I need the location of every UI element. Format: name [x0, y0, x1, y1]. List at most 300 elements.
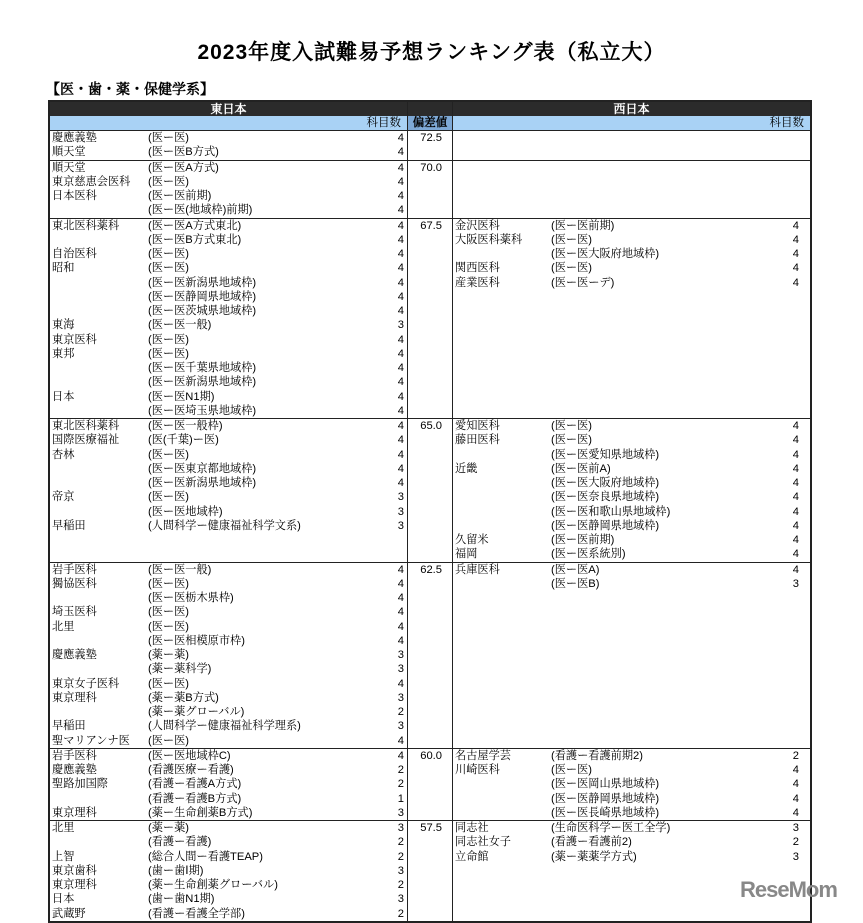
subject-count: 3 [397, 864, 404, 877]
department-name: (医ー医愛知県地域枠) [551, 448, 660, 461]
department-name: (医ー医岡山県地域枠) [551, 778, 660, 791]
university-name [453, 577, 551, 591]
department-name: (医ー医前期) [551, 219, 615, 232]
university-name [50, 203, 148, 217]
east-table-row [50, 361, 407, 375]
subject-count: 4 [397, 376, 404, 389]
university-name [50, 662, 148, 676]
university-name: 東京歯科 [52, 864, 97, 877]
department-name: (医ー医長崎県地域枠) [551, 806, 660, 819]
subject-count: 4 [397, 362, 404, 374]
department-name: (歯ー歯Ⅰ期) [148, 864, 204, 877]
department-name: (看護ー看護前2) [551, 836, 632, 849]
west-table-row [453, 490, 810, 504]
department-name: (医ー医) [148, 734, 190, 747]
department-name: (医ー医) [551, 420, 593, 432]
subject-count: 4 [397, 448, 404, 461]
subject-count: 4 [397, 677, 404, 690]
west-table-row [453, 448, 810, 462]
west-column [453, 219, 810, 419]
department-name: (医ー医) [551, 764, 593, 776]
score-groups [50, 130, 810, 921]
department-name: (看護ー看護) [148, 836, 212, 849]
subject-count: 4 [792, 420, 799, 432]
subject-count: 4 [397, 262, 404, 275]
subject-count: 4 [397, 592, 404, 604]
subject-count: 3 [792, 577, 799, 590]
department-name: (歯ー歯N1期) [148, 893, 215, 906]
subject-count: 4 [792, 448, 799, 461]
university-name: 慶應義塾 [52, 649, 97, 661]
subject-count: 4 [397, 233, 404, 246]
university-name [50, 505, 148, 519]
subject-count: 4 [397, 749, 404, 762]
subject-count: 2 [397, 879, 404, 891]
department-name: (医ー医) [148, 248, 190, 260]
subject-count: 4 [397, 390, 404, 403]
west-column [453, 131, 810, 160]
subject-count: 4 [397, 204, 404, 217]
department-name: (人間科学ー健康福祉科学文系) [148, 519, 301, 532]
score-group [50, 562, 810, 748]
department-name: (医ー医地域枠C) [148, 749, 231, 762]
university-name [50, 705, 148, 719]
university-name: 大阪医科薬科 [455, 233, 523, 246]
department-name: (看護ー看護A方式) [148, 778, 242, 791]
university-name: 藤田医科 [455, 434, 500, 447]
department-name: (医ー医大阪府地域枠) [551, 248, 660, 260]
department-name: (医ー医ーデ) [551, 276, 615, 289]
west-table-row [453, 433, 810, 447]
score-group [50, 160, 810, 218]
east-count-header: 科目数 [366, 117, 401, 129]
department-name: (医ー医) [551, 233, 593, 246]
east-table-row [50, 390, 407, 404]
subject-count: 4 [397, 620, 404, 633]
east-table-row [50, 763, 407, 777]
subject-count: 4 [397, 146, 404, 159]
university-name [50, 634, 148, 648]
deviation-score: 60.0 [407, 749, 453, 820]
university-name [453, 806, 551, 820]
east-table-row [50, 719, 407, 733]
department-name: (薬ー薬) [148, 822, 190, 834]
east-column [50, 749, 407, 820]
east-table-row [50, 577, 407, 591]
west-table-row [453, 835, 810, 849]
university-name: 早稲田 [52, 519, 86, 532]
university-name: 上智 [52, 850, 75, 863]
university-name: 金沢医科 [455, 219, 500, 232]
east-table-row [50, 276, 407, 290]
subject-count: 2 [792, 836, 799, 849]
university-name: 東京理科 [52, 879, 97, 891]
west-table-row [453, 233, 810, 247]
score-group [50, 130, 810, 160]
subject-count: 4 [792, 477, 799, 489]
department-name: (医ー医千葉県地域枠) [148, 362, 257, 374]
department-name: (医ー医B方式) [148, 146, 219, 159]
subject-count: 4 [792, 434, 799, 447]
subject-count: 4 [792, 534, 799, 546]
department-name: (看護ー看護B方式) [148, 792, 242, 805]
university-name [50, 792, 148, 806]
subject-count: 2 [397, 706, 404, 718]
east-table-row [50, 705, 407, 719]
university-name: 杏林 [52, 448, 75, 461]
subject-count: 2 [397, 850, 404, 863]
department-name: (医ー医静岡県地域枠) [551, 792, 660, 805]
university-name: 国際医療福祉 [52, 434, 120, 447]
university-name: 順天堂 [52, 146, 86, 159]
score-group [50, 218, 810, 419]
west-column [453, 161, 810, 218]
subject-count: 4 [397, 477, 404, 489]
department-name: (医ー医) [148, 333, 190, 346]
subject-count: 4 [397, 606, 404, 619]
east-table-row [50, 462, 407, 476]
east-table-row [50, 620, 407, 634]
university-name: 東京慈恵会医科 [52, 175, 131, 188]
deviation-score: 57.5 [407, 821, 453, 921]
department-name: (医ー医新潟県地域枠) [148, 276, 257, 289]
department-name: (薬ー生命創薬B方式) [148, 806, 253, 819]
department-name: (医ー医和歌山県地域枠) [551, 505, 671, 518]
east-table-row [50, 490, 407, 504]
university-name [453, 792, 551, 806]
east-column [50, 131, 407, 160]
university-name: 川崎医科 [455, 764, 500, 776]
east-table-row [50, 749, 407, 763]
department-name: (医ー医一般) [148, 319, 212, 332]
subject-count: 3 [397, 649, 404, 661]
university-name: 慶應義塾 [52, 764, 97, 776]
west-column [453, 749, 810, 820]
subject-count: 4 [792, 505, 799, 518]
subject-count: 3 [792, 822, 799, 834]
subject-count: 3 [397, 663, 404, 676]
west-table-row [453, 547, 810, 561]
university-name: 北里 [52, 620, 75, 633]
university-name: 聖マリアンナ医 [52, 734, 130, 747]
west-table-row [453, 462, 810, 476]
deviation-score: 72.5 [407, 131, 453, 160]
department-name: (医ー医前期) [551, 534, 615, 546]
department-name: (看護医療ー看護) [148, 764, 234, 776]
university-name: 愛知医科 [455, 420, 500, 432]
east-table-row [50, 476, 407, 490]
east-table-row [50, 233, 407, 247]
university-name: 兵庫医科 [455, 563, 500, 576]
subject-count: 3 [397, 720, 404, 733]
university-name [50, 835, 148, 849]
department-name: (総合人間ー看護TEAP) [148, 850, 263, 863]
subject-count: 4 [792, 764, 799, 776]
subject-count: 4 [792, 262, 799, 275]
west-table-row [453, 533, 810, 547]
university-name: 慶應義塾 [52, 132, 97, 144]
university-name [50, 361, 148, 375]
university-name: 産業医科 [455, 276, 500, 289]
department-name: (医ー医静岡県地域枠) [551, 519, 660, 532]
subject-count: 2 [397, 907, 404, 920]
subject-count: 3 [397, 519, 404, 532]
department-name: (看護ー看護前期2) [551, 749, 643, 762]
department-name: (医ー医B) [551, 577, 600, 590]
department-name: (看護ー看護全学部) [148, 907, 245, 920]
department-name: (医ー医A方式東北) [148, 219, 242, 232]
subject-count: 2 [397, 836, 404, 849]
subject-count: 4 [397, 434, 404, 447]
department-name: (医ー医) [148, 606, 190, 619]
subject-count: 3 [397, 505, 404, 518]
subject-count: 4 [397, 734, 404, 747]
university-name: 順天堂 [52, 161, 86, 174]
university-name: 関西医科 [455, 262, 500, 275]
subject-count: 4 [397, 404, 404, 417]
east-table-row [50, 203, 407, 217]
university-name [50, 375, 148, 389]
university-name [453, 448, 551, 462]
subject-count: 4 [792, 519, 799, 532]
subject-count: 3 [397, 691, 404, 704]
east-table-row [50, 648, 407, 662]
east-table-row [50, 892, 407, 906]
university-name [50, 462, 148, 476]
university-name: 名古屋学芸 [455, 749, 511, 762]
west-table-row [453, 777, 810, 791]
university-name: 東京女子医科 [52, 677, 120, 690]
university-name [453, 476, 551, 490]
east-table-row [50, 850, 407, 864]
subject-count: 4 [397, 577, 404, 590]
subject-count: 2 [397, 764, 404, 776]
column-header-row [50, 116, 810, 130]
page-title: 2023年度入試難易予想ランキング表（私立大） [197, 41, 666, 64]
department-name: (医ー医) [148, 620, 190, 633]
university-name: 福岡 [455, 548, 478, 561]
subject-count: 2 [792, 749, 799, 762]
university-name [50, 476, 148, 490]
department-name: (医ー医) [148, 577, 190, 590]
subject-count: 4 [792, 248, 799, 260]
east-table-row [50, 318, 407, 332]
west-table-row [453, 763, 810, 777]
department-name: (医ー医) [148, 262, 190, 275]
department-name: (医ー医) [551, 434, 593, 447]
department-name: (医ー医大阪府地域枠) [551, 477, 660, 489]
department-name: (医ー医A) [551, 563, 600, 576]
section-heading: 【医・歯・薬・保健学系】 [46, 81, 214, 97]
department-name: (医ー医新潟県地域枠) [148, 477, 257, 489]
east-table-row [50, 290, 407, 304]
west-table-row [453, 476, 810, 490]
east-table-row [50, 821, 407, 835]
east-table-row [50, 404, 407, 418]
east-table-row [50, 161, 407, 175]
deviation-score: 67.5 [407, 219, 453, 419]
university-name: 東北医科薬科 [52, 219, 120, 232]
east-table-row [50, 261, 407, 275]
east-table-row [50, 662, 407, 676]
department-name: (医ー医系統別) [551, 548, 626, 561]
university-name: 聖路加国際 [52, 778, 108, 791]
subject-count: 4 [792, 792, 799, 805]
east-table-row [50, 734, 407, 748]
east-table-row [50, 878, 407, 892]
department-name: (医(千葉)ー医) [148, 434, 219, 447]
department-name: (医ー医栃木県枠) [148, 592, 234, 604]
department-name: (医ー医B方式東北) [148, 233, 242, 246]
east-table-row [50, 247, 407, 261]
subject-count: 4 [792, 219, 799, 232]
department-name: (医ー医前A) [551, 462, 611, 475]
university-name: 東邦 [52, 347, 75, 360]
department-name: (医ー医相模原市枠) [148, 634, 245, 647]
university-name: 東京理科 [52, 691, 97, 704]
east-table-row [50, 131, 407, 145]
department-name: (医ー医茨城県地域枠) [148, 305, 257, 317]
east-table-row [50, 605, 407, 619]
university-name: 日本医科 [52, 190, 97, 202]
department-name: (生命医科学ー医工全学) [551, 822, 671, 834]
east-table-row [50, 189, 407, 203]
resemom-watermark-logo: ReseMom [740, 877, 837, 902]
subject-count: 4 [792, 806, 799, 819]
department-name: (薬ー薬グローバル) [148, 706, 245, 718]
subject-count: 4 [792, 563, 799, 576]
department-name: (医ー医地域枠) [148, 505, 223, 518]
department-name: (医ー医東京都地域枠) [148, 462, 257, 475]
university-name [50, 304, 148, 318]
east-table-row [50, 333, 407, 347]
subject-count: 4 [397, 333, 404, 346]
east-table-row [50, 634, 407, 648]
east-table-row [50, 419, 407, 433]
university-name: 東北医科薬科 [52, 420, 120, 432]
east-table-row [50, 563, 407, 577]
subject-count: 3 [397, 491, 404, 504]
east-table-row [50, 505, 407, 519]
department-name: (医ー医N1期) [148, 390, 215, 403]
east-table-row [50, 792, 407, 806]
department-name: (薬ー薬B方式) [148, 691, 219, 704]
university-name: 自治医科 [52, 248, 97, 260]
score-header: 偏差値 [407, 116, 453, 130]
west-table-row [453, 563, 810, 577]
subject-count: 4 [397, 219, 404, 232]
deviation-score: 65.0 [407, 419, 453, 562]
university-name [453, 519, 551, 533]
west-column [453, 821, 810, 921]
ranking-table [48, 100, 812, 923]
department-name: (医ー医奈良県地域枠) [551, 491, 660, 504]
west-column [453, 419, 810, 562]
west-count-header: 科目数 [769, 117, 804, 129]
university-name: 東海 [52, 319, 75, 332]
university-name: 東京理科 [52, 806, 97, 819]
department-name: (医ー医) [148, 175, 190, 188]
university-name [453, 777, 551, 791]
west-table-row [453, 247, 810, 261]
east-table-row [50, 304, 407, 318]
subject-count: 3 [792, 850, 799, 863]
university-name: 東京医科 [52, 333, 97, 346]
subject-count: 4 [792, 276, 799, 289]
department-name: (医ー医A方式) [148, 161, 219, 174]
university-name [50, 404, 148, 418]
east-table-row [50, 777, 407, 791]
score-group [50, 748, 810, 820]
university-name: 埼玉医科 [52, 606, 97, 619]
subject-count: 3 [397, 806, 404, 819]
department-name: (医ー医埼玉県地域枠) [148, 404, 257, 417]
west-japan-header: 西日本 [613, 102, 650, 116]
department-name: (医ー医(地域枠)前期) [148, 204, 253, 217]
east-column [50, 219, 407, 419]
region-header-row [50, 102, 810, 116]
subject-count: 4 [397, 175, 404, 188]
east-table-row [50, 219, 407, 233]
east-table-row [50, 375, 407, 389]
east-column [50, 821, 407, 921]
university-name: 同志社 [455, 822, 489, 834]
west-table-row [453, 806, 810, 820]
department-name: (医ー医一般枠) [148, 420, 223, 432]
subject-count: 4 [397, 132, 404, 144]
subject-count: 3 [397, 893, 404, 906]
department-name: (医ー医) [148, 448, 190, 461]
department-name: (薬ー生命創薬グローバル) [148, 879, 278, 891]
west-table-row [453, 749, 810, 763]
east-table-row [50, 175, 407, 189]
department-name: (医ー医一般) [148, 563, 212, 576]
subject-count: 4 [792, 233, 799, 246]
west-table-row [453, 850, 810, 864]
department-name: (医ー医) [148, 132, 190, 144]
subject-count: 4 [397, 161, 404, 174]
west-table-row [453, 577, 810, 591]
university-name [50, 233, 148, 247]
west-table-row [453, 519, 810, 533]
university-name: 獨協医科 [52, 577, 97, 590]
university-name: 武蔵野 [52, 907, 86, 920]
east-table-row [50, 591, 407, 605]
department-name: (薬ー薬薬学方式) [551, 850, 637, 863]
subject-count: 4 [397, 634, 404, 647]
west-table-row [453, 792, 810, 806]
east-table-row [50, 691, 407, 705]
subject-count: 1 [397, 792, 404, 805]
department-name: (医ー医前期) [148, 190, 212, 202]
university-name: 日本 [52, 893, 75, 906]
subject-count: 4 [397, 462, 404, 475]
department-name: (医ー医) [148, 347, 190, 360]
east-table-row [50, 806, 407, 820]
subject-count: 4 [792, 491, 799, 504]
subject-count: 4 [792, 548, 799, 561]
west-table-row [453, 821, 810, 835]
east-table-row [50, 433, 407, 447]
department-name: (医ー医新潟県地域枠) [148, 376, 257, 389]
university-name: 日本 [52, 390, 75, 403]
subject-count: 4 [397, 290, 404, 303]
east-column [50, 563, 407, 748]
east-column [50, 419, 407, 562]
west-table-row [453, 219, 810, 233]
west-table-row [453, 419, 810, 433]
east-table-row [50, 347, 407, 361]
